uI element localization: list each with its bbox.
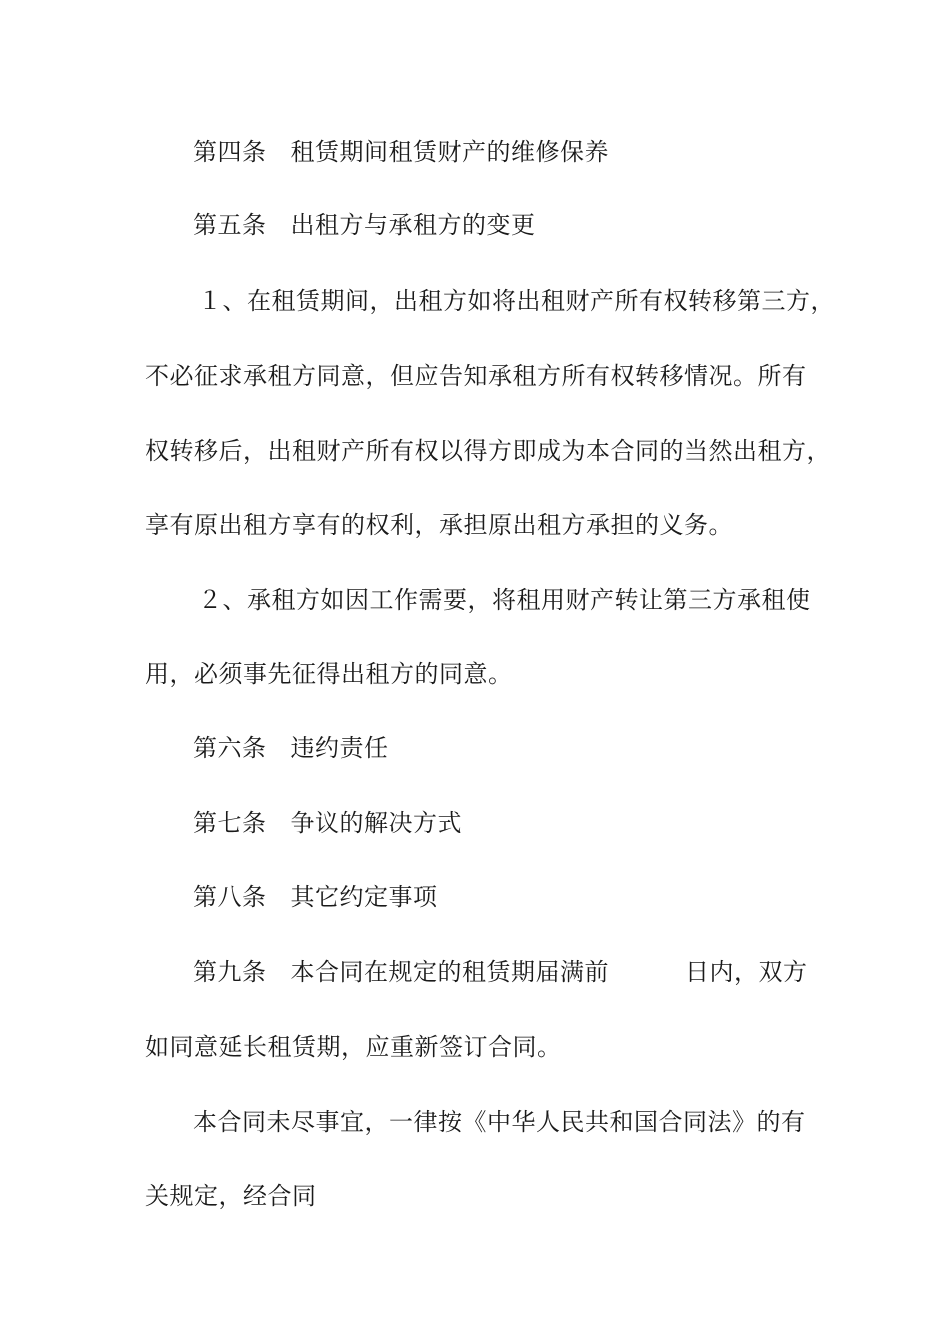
article-8-line xyxy=(193,881,438,913)
paragraph-line: ２、承租方如因工作需要，将租用财产转让第三方承租使 xyxy=(198,586,811,614)
paragraph-line: 用，必须事先征得出租方的同意。 xyxy=(145,660,513,688)
paragraph-line: 如同意延长租赁期，应重新签订合同。 xyxy=(145,1033,562,1061)
article-6-title: 违约责任 xyxy=(290,734,389,762)
paragraph-line: 权转移后，出租财产所有权以得方即成为本合同的当然出租方， xyxy=(145,437,831,465)
article-7-line xyxy=(193,807,462,839)
article-8-title: 其它约定事项 xyxy=(290,883,438,911)
paragraph-line: １、在租赁期间，出租方如将出租财产所有权转移第三方， xyxy=(198,287,835,315)
article-4-line xyxy=(193,136,609,168)
article-6-line xyxy=(193,732,389,764)
article-7-number: 第七条 xyxy=(193,809,267,837)
article-5-title: 出租方与承租方的变更 xyxy=(290,211,536,239)
article-8-number: 第八条 xyxy=(193,883,267,911)
article-4-number: 第四条 xyxy=(193,138,267,166)
paragraph-line: 不必征求承租方同意，但应告知承租方所有权转移情况。所有 xyxy=(145,362,807,390)
article-6-number: 第六条 xyxy=(193,734,267,762)
article-9-number: 第九条 xyxy=(193,958,267,986)
article-7-title: 争议的解决方式 xyxy=(290,809,462,837)
article-4-title: 租赁期间租赁财产的维修保养 xyxy=(290,138,609,166)
article-9-line xyxy=(193,956,808,988)
paragraph-line: 关规定，经合同 xyxy=(145,1182,317,1210)
article-5-number: 第五条 xyxy=(193,211,267,239)
article-5-line xyxy=(193,209,536,241)
article-9-text: 本合同在规定的租赁期届满前 xyxy=(290,958,609,986)
article-9-text-cont: 日内，双方 xyxy=(685,958,808,986)
paragraph-line: 享有原出租方享有的权利，承担原出租方承担的义务。 xyxy=(145,511,733,539)
paragraph-line: 本合同未尽事宜，一律按《中华人民共和国合同法》的有 xyxy=(193,1108,806,1136)
